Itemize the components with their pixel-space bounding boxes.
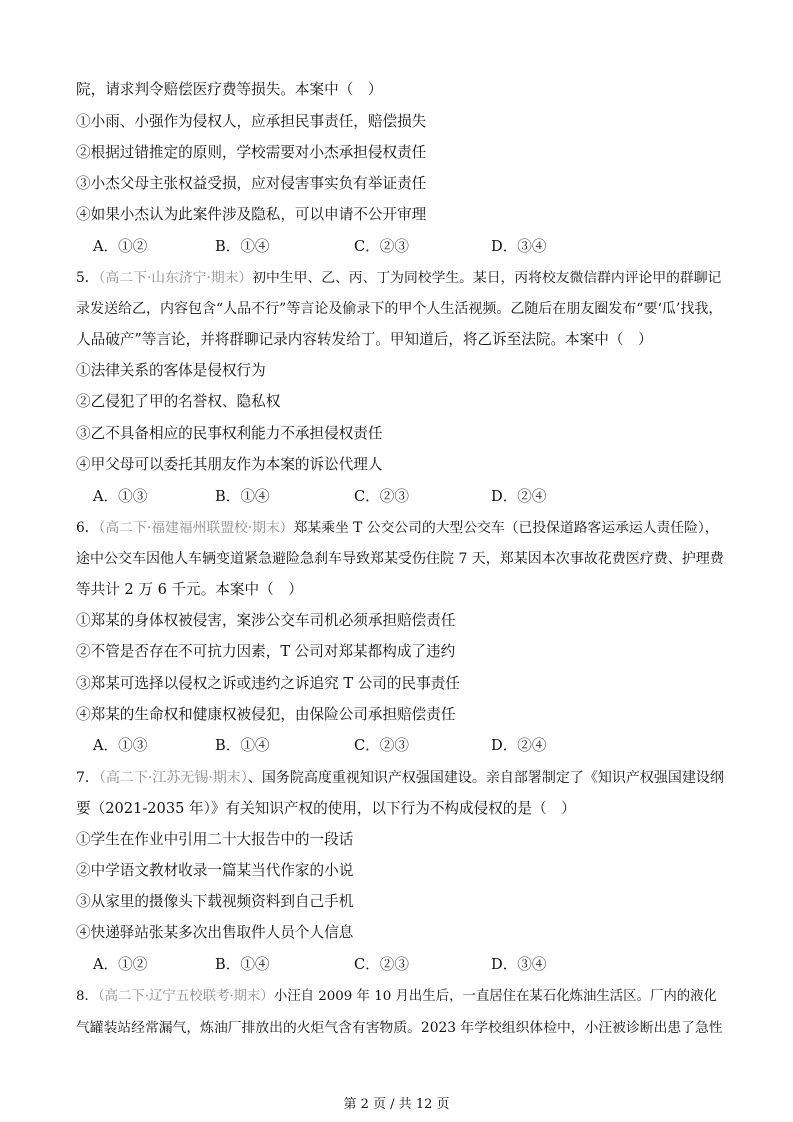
q7-stem-line-1 (76, 768, 726, 788)
q6-statement-2: ②不管是否存在不可抗力因素，T 公司对郑某都构成了违约 (76, 643, 456, 660)
q7-option-b: B．①④ (215, 956, 270, 973)
q7-statement-2: ②中学语文教材收录一篇某当代作家的小说 (76, 862, 354, 879)
q6-stem-line-2: 途中公交车因他人车辆变道紧急避险急刹车导致郑某受伤住院 7 天，郑某因本次事故花费医疗费、护理费 (76, 551, 724, 567)
q6-option-a: A．①③ (93, 737, 148, 754)
q4-stem-continued: 院，请求判令赔偿医疗费等损失。本案中（ ） (76, 81, 383, 98)
q7-option-a: A．①② (93, 956, 148, 973)
q7-statement-1: ①学生在作业中引用二十大报告中的一段话 (76, 831, 354, 848)
q8-text: 小汪自 2009 年 10 月出生后，一直居住在某石化炼油生活区。厂内的液化 (273, 989, 717, 1004)
q4-statement-3: ③小杰父母主张权益受损，应对侵害事实负有举证责任 (76, 175, 427, 192)
q4-statement-2: ②根据过错推定的原则，学校需要对小杰承担侵权责任 (76, 144, 427, 161)
page-footer: 第 2 页 / 共 12 页 (343, 1097, 450, 1112)
q5-statement-3: ③乙不具备相应的民事权利能力不承担侵权责任 (76, 425, 383, 442)
q6-option-d: D．②④ (491, 737, 547, 754)
q5-statement-2: ②乙侵犯了甲的名誉权、隐私权 (76, 393, 281, 410)
q7-statement-4: ④快递驿站张某多次出售取件人员个人信息 (76, 924, 354, 941)
question-number: 7． (76, 770, 99, 786)
q7-option-d: D．③④ (491, 956, 547, 973)
q4-option-d: D．③④ (491, 238, 547, 255)
q5-stem-line-1 (76, 268, 726, 288)
q4-option-a: A．①② (93, 238, 148, 255)
q7-text: 、国务院高度重视知识产权强国建设。亲自部署制定了《知识产权强国建设纲 (247, 770, 724, 786)
question-source: （高二下·辽宁五校联考·期末） (97, 989, 274, 1004)
question-source: （高二下·山东济宁·期末） (98, 270, 253, 286)
q6-stem-line-1 (76, 518, 726, 538)
q4-statement-4: ④如果小杰认为此案件涉及隐私，可以申请不公开审理 (76, 206, 427, 223)
q5-statement-1: ①法律关系的客体是侵权行为 (76, 362, 266, 379)
q4-option-c: C．②③ (354, 238, 409, 255)
q4-statement-1: ①小雨、小强作为侵权人，应承担民事责任，赔偿损失 (76, 113, 427, 130)
q5-statement-4: ④甲父母可以委托其朋友作为本案的诉讼代理人 (76, 456, 383, 473)
question-number: 5． (76, 270, 99, 286)
question-number: 6． (76, 520, 99, 536)
q5-stem-line-2: 录发送给乙，内容包含“人品不行”等言论及偷录下的甲个人生活视频。乙随后在朋友圈发布“要‘瓜’找我， (76, 301, 723, 317)
q7-option-c: C．②③ (354, 956, 409, 973)
q8-stem-line-1 (76, 987, 726, 1007)
q6-stem-line-3: 等共计 2 万 6 千元。本案中（ ） (76, 581, 303, 598)
q6-option-c: C．②③ (354, 737, 409, 754)
q5-option-a: A．①③ (93, 488, 148, 505)
q6-statement-3: ③郑某可选择以侵权之诉或违约之诉追究 T 公司的民事责任 (76, 675, 460, 692)
q6-statement-1: ①郑某的身体权被侵害，案涉公交车司机必须承担赔偿责任 (76, 612, 456, 629)
q7-statement-3: ③从家里的摄像头下载视频资料到自己手机 (76, 893, 354, 910)
q5-text: 初中生甲、乙、丙、丁为同校学生。某日，丙将校友微信群内评论甲的群聊记 (252, 270, 722, 286)
question-source: （高二下·福建福州联盟校·期末） (98, 520, 294, 536)
q7-stem-line-2: 要（2021-2035 年）》有关知识产权的使用，以下行为不构成侵权的是（ ） (76, 800, 576, 817)
q5-option-b: B．①④ (215, 488, 270, 505)
q6-option-b: B．①④ (215, 737, 270, 754)
q5-option-d: D．②④ (491, 488, 547, 505)
q6-text: 郑某乘坐 T 公交公司的大型公交车（已投保道路客运承运人责任险）， (293, 520, 719, 536)
question-source: （高二下·江苏无锡·期末） (98, 770, 248, 786)
q6-statement-4: ④郑某的生命权和健康权被侵犯，由保险公司承担赔偿责任 (76, 706, 456, 723)
q8-stem-line-2: 气罐装站经常漏气，炼油厂排放出的火炬气含有害物质。2023 年学校组织体检中，小汪被诊断出患了急性 (76, 1020, 723, 1036)
q5-option-c: C．②③ (354, 488, 409, 505)
q4-option-b: B．①④ (215, 238, 270, 255)
q5-stem-line-3: 人品破产”等言论，并将群聊记录内容转发给丁。甲知道后，将乙诉至法院。本案中（ ） (76, 331, 653, 348)
question-number: 8． (76, 989, 98, 1004)
